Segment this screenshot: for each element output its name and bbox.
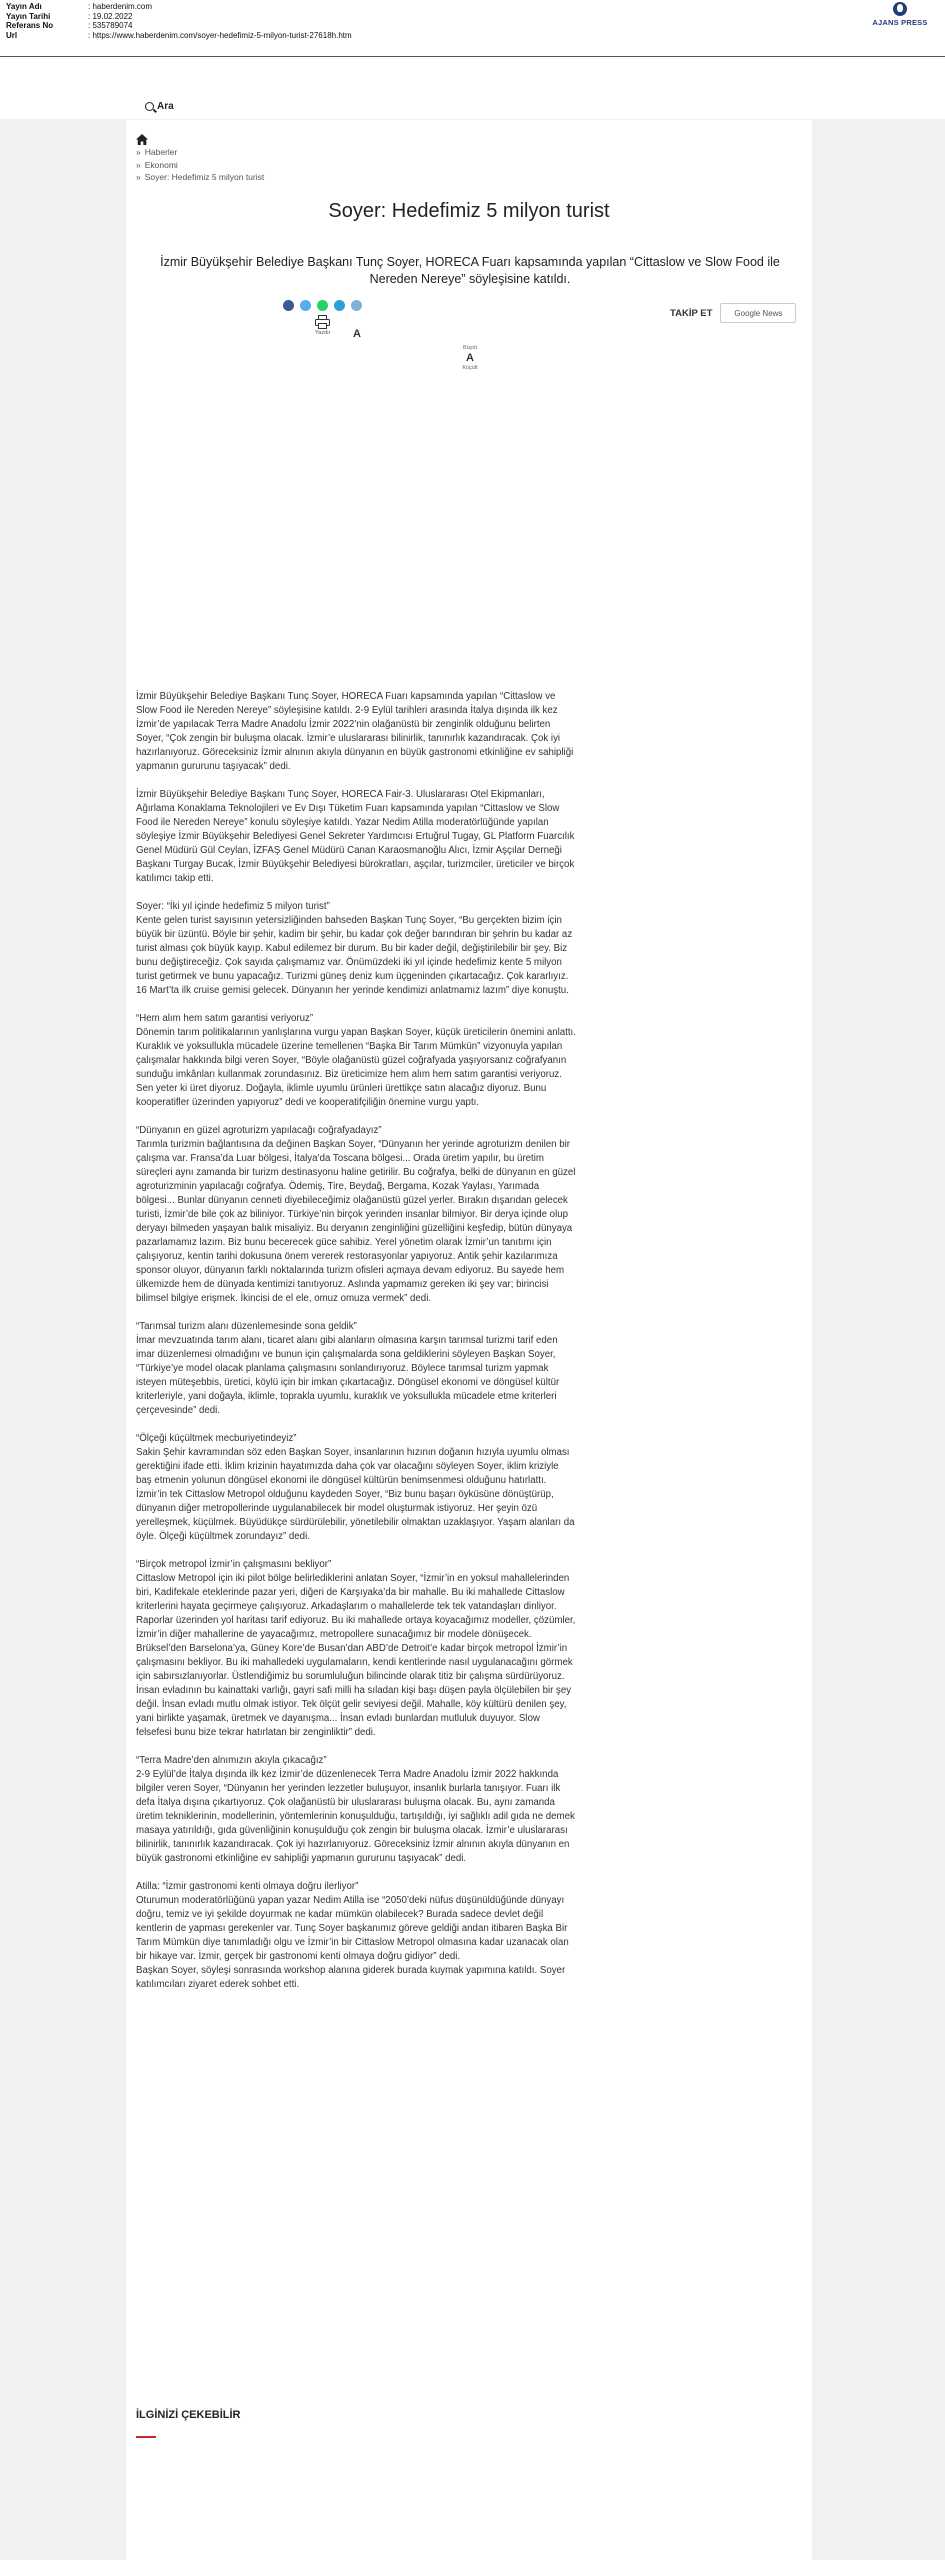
meta-value: : 535789074	[88, 21, 133, 31]
ajans-press-icon	[893, 2, 907, 16]
meta-label: Yayın Tarihi	[6, 11, 51, 21]
breadcrumb-item[interactable]	[136, 146, 264, 159]
font-increase-label[interactable]: Büyüt	[462, 345, 478, 351]
article-paragraph: “Tarımsal turizm alanı düzenlemesinde sona geldik” İmar mevzuatında tarım alanı, ticaret alanı gibi alanların olmasına karşın tarımsal turizmi tarif eden imar düzenlemesi olmadığını ve bunun için çalışmalarda sona geldiklerini söyleyen Başkan Soyer, “Türkiye’ye model olacak planlama çalışmasını sonlandırıyoruz. Böylece tarımsal turizm yapmak isteyen müteşebbis, üretici, köylü için bir imkan çıkartacağız. Döngüsel ekonomi ve döngüsel kültür kriterleriyle, yani doğayla, iklimle, toprakla uyumlu, kuraklık ve yoksullukla mücadele etme kriterleri çerçevesinde” dedi.	[136, 1321, 560, 1416]
meta-value: : haberdenim.com	[88, 2, 153, 11]
meta-label: Yayın Adı	[6, 2, 42, 11]
article-lead: İzmir Büyükşehir Belediye Başkanı Tunç Soyer, HORECA Fuarı kapsamında yapılan “Cittaslow ve Slow Food ile Nereden Nereye” söyleşisine katıldı.	[160, 255, 780, 286]
share-icon[interactable]	[351, 300, 362, 311]
print-label: Yazdır	[315, 330, 331, 336]
related-underline	[136, 2436, 156, 2438]
breadcrumb-link[interactable]: Haberler	[144, 147, 178, 157]
font-decrease-label[interactable]: Küçült	[462, 365, 478, 371]
logo-text: AJANS PRESS	[872, 18, 928, 27]
article-paragraph: “Ölçeği küçültmek mecburiyetindeyiz” Sakin Şehir kavramından söz eden Başkan Soyer, insanlarının hızının doğanın hızıyla uyumlu olması gerektiğini ifade etti. İklim krizinin hayatımızda daha çok var olacağını söyleyen Soyer, iklim kriziyle baş etmenin yolunun döngüsel ekonomi ile döngüsel kültürün benimsenmesi olduğunu hatırlattı. İzmir’in tek Cittaslow Metropol olduğunu kaydeden Soyer, “Biz bunu başarı öyküsüne dönüştürüp, dünyanın diğer metropollerinde uygulanabilecek bir model oluşturmak istiyoruz. Her şeyin özü yerelleşmek, küçülmek. Büyüdükçe sürdürülebilir, yönetilebilir olmaktan uzaklaşıyor. Yaşam alanları da öyle. Ölçeği küçültmek zorundayız” dedi.	[136, 1433, 575, 1542]
facebook-icon[interactable]	[283, 300, 294, 311]
search-icon	[145, 102, 154, 111]
home-icon[interactable]	[136, 134, 148, 145]
font-toggle-icon[interactable]: A	[353, 328, 361, 340]
site-header-band	[0, 57, 945, 119]
meta-value: : 19.02.2022	[88, 11, 133, 21]
breadcrumb-current: Soyer: Hedefimiz 5 milyon turist	[144, 172, 265, 182]
breadcrumb	[136, 134, 264, 184]
article-body	[136, 690, 576, 2006]
meta-row	[6, 2, 352, 12]
article-paragraph: “Hem alım hem satım garantisi veriyoruz” Dönemin tarım politikalarının yanlışlarına vurgu yapan Başkan Soyer, küçük üreticilerin önemini anlattı. Kuraklık ve yoksullukla mücadele üzerine temellenen “Başka Bir Tarım Mümkün” vizyonuyla yapılan çalışmalar hakkında bilgi veren Soyer, “Böyle olağanüstü güzel coğrafyada yaşıyorsanız coğrafyanın sunduğu imkânları kullanmak zorundasınız. Biz üreticimize hem alım hem satım garantisi veriyoruz. Sen yeter ki üret diyoruz. Doğayla, iklimle uyumlu ürünleri ürettikçe satın alacağız diyoruz. Bunu kooperatifler üzerinden yapıyoruz” dedi ve kooperatifçiliğin önemine vurgu yaptı.	[136, 1013, 576, 1108]
follow-box	[670, 303, 796, 323]
ajans-press-logo	[869, 2, 931, 27]
meta-label: Referans No	[6, 21, 54, 31]
telegram-icon[interactable]	[334, 300, 345, 311]
breadcrumb-item	[136, 171, 264, 184]
whatsapp-icon[interactable]	[317, 300, 328, 311]
related-section-title: İLGİNİZİ ÇEKEBİLİR	[136, 2409, 241, 2421]
meta-row	[6, 21, 352, 31]
meta-table	[6, 2, 352, 40]
breadcrumb-separator: »	[136, 159, 141, 170]
follow-label: TAKİP ET	[670, 307, 713, 319]
breadcrumb-separator: »	[136, 147, 141, 157]
meta-label: Url	[6, 30, 18, 40]
article-paragraph: Soyer: “İki yıl içinde hedefimiz 5 milyon turist” Kente gelen turist sayısının yetersizliğinden bahseden Başkan Tunç Soyer, “Bu gerçekten bizim için büyük bir üzüntü. Böyle bir şehir, kadim bir şehir, bu kadar çok değer barındıran bir şehrin bu kadar az turist alması çok büyük kayıp. Kabul edilemez bir durum. Bu bir kader değil, değiştirilebilir bir şey. Biz bunu değiştireceğiz. Çok sayıda çalışmamız var. Önümüzdeki iki yıl içinde hedefimiz kente 5 milyon turist getirmek ve bunu yapacağız. Turizmi güneş deniz kum üçgeninden çıkartacağız. Çok kararlıyız. 16 Mart’ta ilk cruise gemisi gelecek. Dünyanın her yerinde kendimizi anlatmamız lazım” diye konuştu.	[136, 901, 573, 996]
google-news-button[interactable]: Google News	[720, 303, 796, 323]
font-size-icon: A	[466, 352, 474, 364]
print-button[interactable]	[315, 315, 331, 336]
breadcrumb-link[interactable]: Ekonomi	[144, 159, 178, 170]
article-paragraph: İzmir Büyükşehir Belediye Başkanı Tunç Soyer, HORECA Fair-3. Uluslararası Otel Ekipmanları, Ağırlama Konaklama Teknolojileri ve Ev Dışı Tüketim Fuarı kapsamında yapılan “Cittaslow ve Slow Food ile Nereden Nereye” konulu söyleşiye katıldı. Yazar Nedim Atilla moderatörlüğünde yapılan söyleşiye İzmir Büyükşehir Belediyesi Genel Sekreter Yardımcısı Ertuğrul Tugay, GL Platform Fuarcılık Genel Müdürü Gül Ceylan, İZFAŞ Genel Müdürü Canan Karaosmanoğlu Alıcı, İzmir Aşçılar Derneği Başkanı Turgay Bucak, İzmir Büyükşehir Belediyesi bürokratları, aşçılar, turizmciler, üreticiler ve birçok katılımcı takip etti.	[136, 789, 575, 884]
breadcrumb-item[interactable]	[136, 159, 264, 172]
twitter-icon[interactable]	[300, 300, 311, 311]
article-title: Soyer: Hedefimiz 5 milyon turist	[328, 200, 610, 222]
article-paragraph: Atilla: “İzmir gastronomi kenti olmaya doğru ilerliyor” Oturumun moderatörlüğünü yapan yazar Nedim Atilla ise “2050’deki nüfus düşünüldüğünde dünyayı doğru, temiz ve iyi şekilde doyurmak ne kadar mümkün olabilecek? Burada sadece devlet değil kentlerin de yapması gerekenler var. Tunç Soyer başkanımız göreve geldiği andan itibaren Başka Bir Tarım Mümkün diye tanımladığı olgu ve İzmir’in bir Cittaslow Metropol olmasına kadar uzanacak olan bir hikaye var. İzmir, gerçek bir gastronomi kenti olmaya doğru gidiyor” dedi. Başkan Soyer, söyleşi sonrasında workshop alanına giderek burada kuymak yapımına katıldı. Soyer katılımcıları ziyaret ederek sohbet etti.	[136, 1881, 569, 1990]
search-label: Ara	[157, 101, 174, 112]
meta-row	[6, 12, 352, 22]
meta-row	[6, 31, 352, 41]
share-bar	[283, 300, 362, 311]
font-size-control[interactable]	[458, 345, 482, 372]
article-paragraph: “Dünyanın en güzel agroturizm yapılacağı coğrafyadayız” Tarımla turizmin bağlantısına da değinen Başkan Soyer, “Dünyanın her yerinde agroturizm denilen bir çalışma var. Fransa’da Luar bölgesi, İtalya’da Toscana bölgesi... Orada üretim yapılır, bu üretim süreçleri aynı zamanda bir turizm destinasyonu haline getirilir. Bu coğrafya, belki de dünyanın en güzel agroturizminin yapılacağı coğrafya. Ödemiş, Tire, Beydağ, Bergama, Kozak Yaylası, Yarımada bölgesi... Bunlar dünyanın cenneti diyebileceğimiz olağanüstü güzel yerler. Bırakın dışarıdan gelecek turisti, İzmir’de bile çok az biliniyor. Türkiye’nin birçok yerinden insanlar bilmiyor. Bir derya içinde olup deryayı bilmeden yaşayan balık misaliyiz. Bu deryanın zenginliğini güzelliğini keşfedip, bütün dünyaya pazarlamamız lazım. Biz bunu becerecek güce sahibiz. Yerel yönetim olarak İzmir’un tanıtımı için çalışıyoruz, kentin tarihi dokusuna önem vererek restorasyonlar yapıyoruz. Antik şehir kazılarımıza sponsor oluyor, dünyanın farklı noktalarında turizm ofisleri açmaya devam ediyoruz. Bu sayede hem ülkemizde hem de dünyada kentimizi tanıtıyoruz. Aslında yapmamız gereken iki şey var; birincisi bilimsel bilgiye erişmek. İkincisi de el ele, omuz omuza vermek” dedi.	[136, 1125, 576, 1304]
search-button[interactable]	[145, 101, 174, 112]
article-paragraph: İzmir Büyükşehir Belediye Başkanı Tunç Soyer, HORECA Fuarı kapsamında yapılan “Cittaslow ve Slow Food ile Nereden Nereye” söyleşisine katıldı. 2-9 Eylül tarihleri arasında İtalya dışında ilk kez İzmir’de yapılacak Terra Madre Anadolu İzmir 2022’nin olağanüstü bir zenginlik olduğunu belirten Soyer, “Çok zengin bir buluşma olacak. İzmir’e uluslararası bilinirlik, tanınırlık kazandıracak. Çok iyi hazırlanıyoruz. Göreceksiniz İzmir alnının akıyla dünyanın en büyük gastronomi etkinliğine ev sahipliği yapmanın gururunu taşıyacak” dedi.	[136, 691, 574, 772]
breadcrumb-separator: »	[136, 172, 141, 182]
article-paragraph: “Terra Madre’den alnımızın akıyla çıkacağız” 2-9 Eylül’de İtalya dışında ilk kez İzmir’de düzenlenecek Terra Madre Anadolu İzmir 2022 hakkında bilgiler veren Soyer, “Dünyanın her yerinden lezzetler buluşuyor, insanlık burlarla tanışıyor. Fuarı ilk defa İtalya dışına çıkartıyoruz. Çok olağanüstü bir uluslararası buluşma olacak. Bu, aynı zamanda üretim tekniklerinin, modellerinin, yöntemlerinin konuşulduğu, tartışıldığı, iyi sağlıklı adil gıda ne demek masaya yatırıldığı, gıda güvenliğinin konuşulduğu çok zengin bir buluşma olacak. İzmir’e uluslararası bilinirlik, tanınırlık kazandıracak. Çok iyi hazırlanıyoruz. Göreceksiniz İzmir alnının akıyla dünyanın en büyük gastronomi etkinliğine ev sahipliği yapmanın gururunu taşıyacak” dedi.	[136, 1755, 575, 1864]
meta-value: : https://www.haberdenim.com/soyer-hedefimiz-5-milyon-turist-27618h.htm	[88, 30, 352, 40]
printer-icon	[315, 315, 330, 329]
article-paragraph: “Birçok metropol İzmir’in çalışmasını bekliyor” Cittaslow Metropol için iki pilot bölge belirlediklerini anlatan Soyer, “İzmir’in en yoksul mahallelerinden biri, Kadifekale eteklerinde pazar yeri, diğeri de Karşıyaka’da bir mahalle. Bu iki mahallede Cittaslow kriterlerini hayata geçirmeye çalışıyoruz. Arkadaşlarım o mahallelerde tek tek vatandaşları dinliyor. Raporlar üzerinden yol haritası tarif ediyoruz. Bu iki mahallede ortaya koyacağımız modeller, çözümler, İzmir’in diğer mahallerine de yayacağımız, metropollere sunacağımız bir modele dönüşecek. Brüksel’den Barselona’ya, Güney Kore’de Busan’dan ABD’de Detroit’e kadar birçok metropol İzmir’in çalışmasını bekliyor. Bu iki mahalledeki uygulamaların, kendi kentlerinde nasıl uygulanacağını görmek için sabırsızlanıyorlar. Üstlendiğimiz bu sorumluluğun bilincinde olarak titiz bir çalışma sürdürüyoruz. İnsan evladının bu kainattaki varlığı, gayri safi milli ha sıladan kişi başı düşen payla ölçülebilen bir şey değil. İnsan evladı mutlu olmak istiyor. Tek ölçüt gelir seviyesi değil. Mahalle, köy kültürü denilen şey, yani birlikte yaşamak, üretmek ve dayanışma... İnsan evladı bunlardan mutluluk duyuyor. Slow felsefesi bunu bize tekrar hatırlatan bir zenginliktir” dedi.	[136, 1559, 576, 1738]
clipping-header	[0, 0, 945, 57]
